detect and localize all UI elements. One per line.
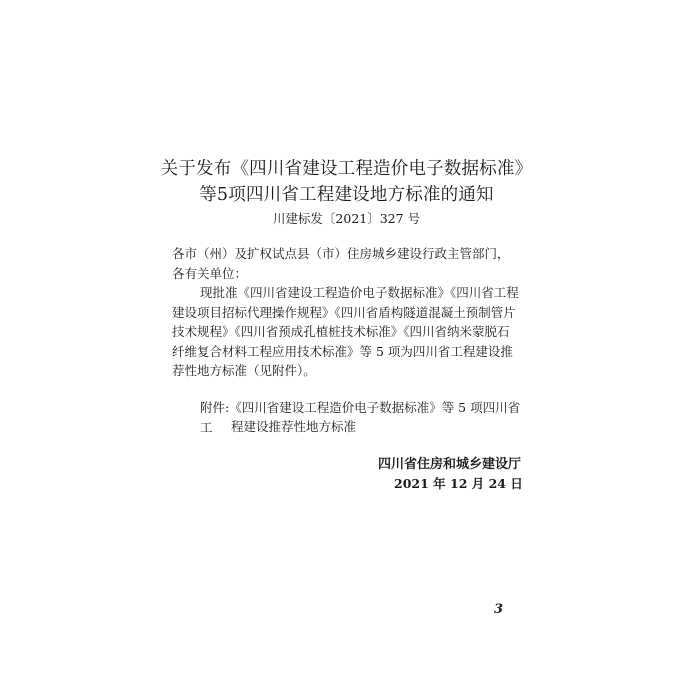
issuer-name: 四川省住房和城乡建设厅 <box>377 457 521 472</box>
document-title-line2: 等5项四川省工程建设地方标准的通知 <box>199 185 494 205</box>
body-paragraph: 现批准《四川省建设工程造价电子数据标准》《四川省工程建设项目招标代理操作规程》《四川省盾构隧道混凝土预制管片技术规程》《四川省预成孔植桩技术标准》《四川省纳米蒙脱石纤维复合材料工程应用技术标准》等 5 项为四川省工程建设推荐性地方标准（见附件）。 <box>172 285 519 378</box>
document-title-line1: 关于发布《四川省建设工程造价电子数据标准》 <box>160 159 533 179</box>
document-number: 川建标发〔2021〕327 号 <box>272 211 421 226</box>
page-number: 3 <box>494 602 504 617</box>
recipient-paragraph: 各市（州）及扩权试点县（市）住房城乡建设行政主管部门，各有关单位： <box>172 246 510 281</box>
issue-date: 2021 年 12 月 24 日 <box>394 476 523 491</box>
attachment-line1: 附件:《四川省建设工程造价电子数据标准》等 5 项四川省工 <box>200 400 521 435</box>
attachment-line2: 程建设推荐性地方标准 <box>231 419 357 434</box>
